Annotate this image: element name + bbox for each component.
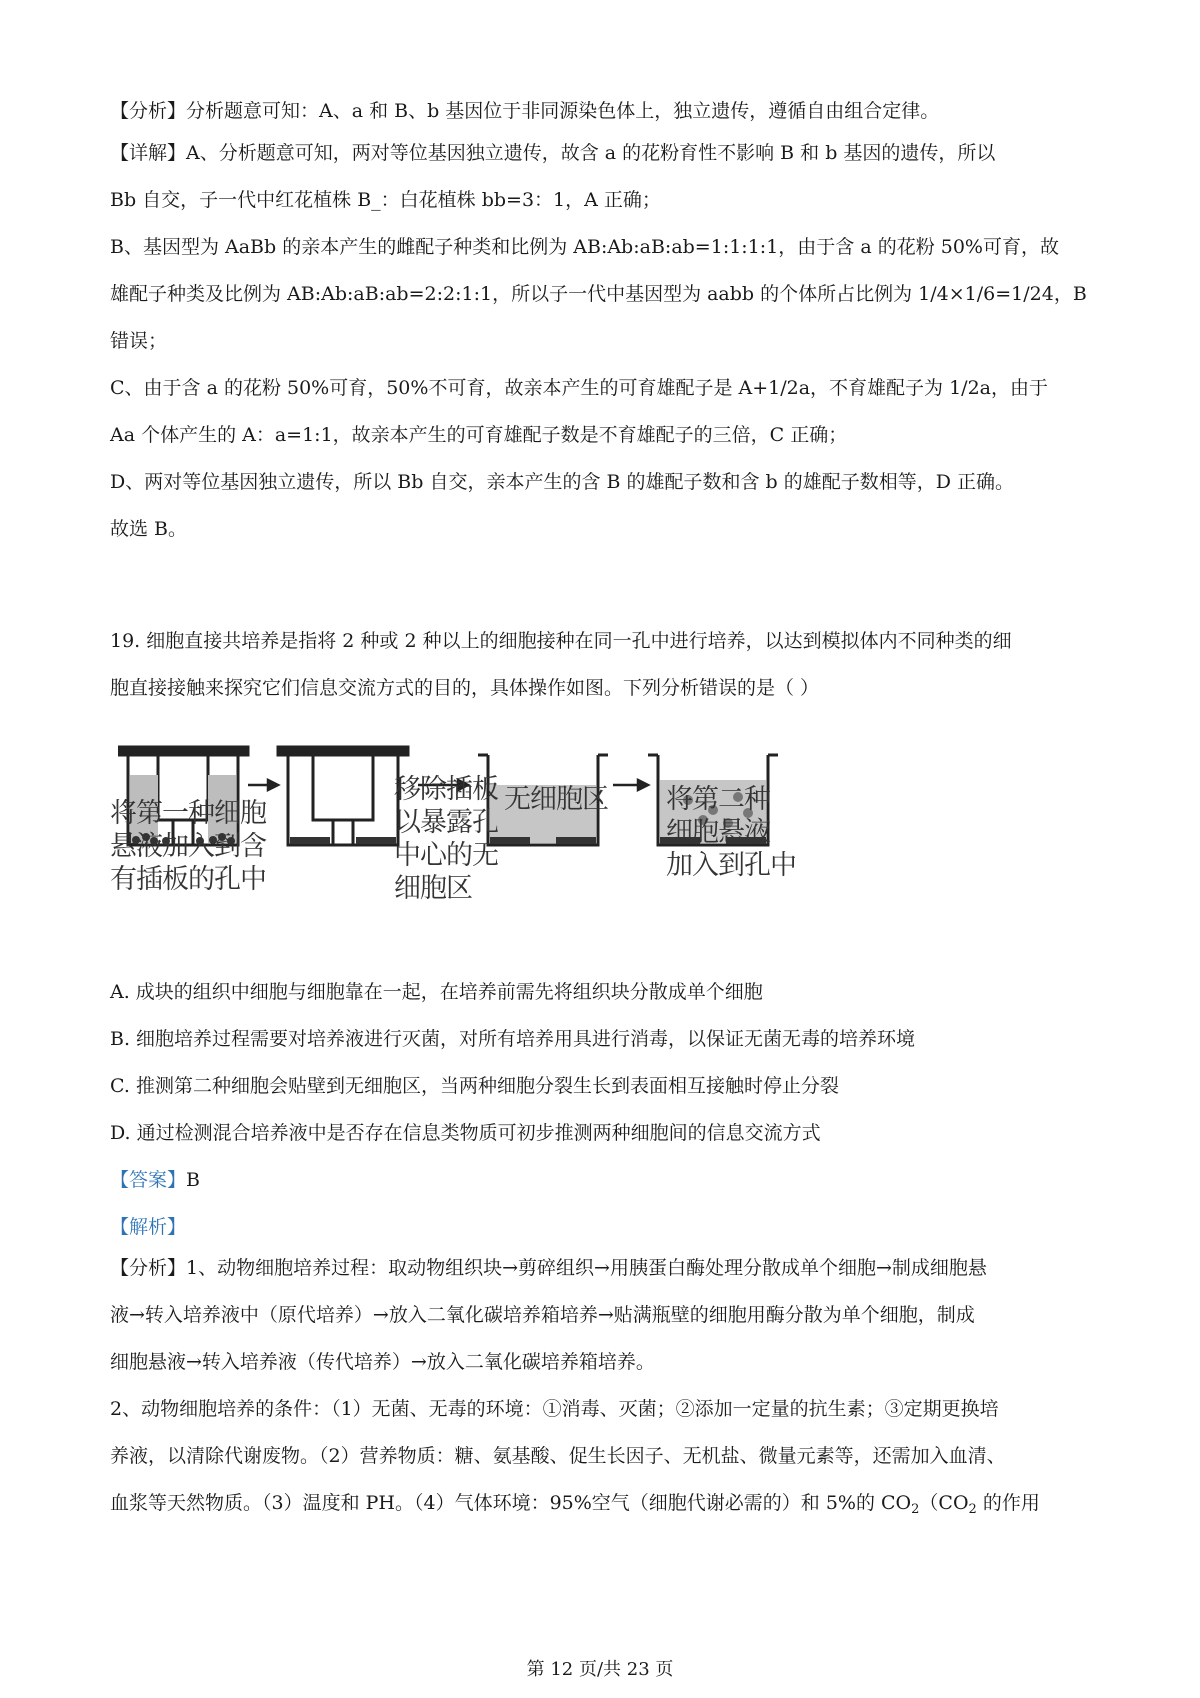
xiangjie-line-3: B、基因型为 AaBb 的亲本产生的雌配子种类和比例为 AB:Ab:aB:ab=1:1:1:1，由于含 a 的花粉 50%可育，故 (110, 236, 1059, 258)
analysis-19-text: 1、动物细胞培养过程：取动物组织块→剪碎组织→用胰蛋白酶处理分散成单个细胞→制成细胞悬 (186, 1257, 987, 1279)
step3-line-1: 无细胞区 (504, 784, 608, 815)
option-b[interactable]: B. 细胞培养过程需要对培养液进行灭菌，对所有培养用具进行消毒，以保证无菌无毒的培养环境 (110, 1028, 916, 1050)
figure-label-step1 (110, 797, 266, 896)
step2-line-4: 细胞区 (394, 873, 472, 904)
analysis-19-line-3: 细胞悬液→转入培养液（传代培养）→放入二氧化碳培养箱培养。 (110, 1351, 655, 1373)
step2-line-1: 移除插板 (394, 774, 498, 805)
analysis-19-line-5: 养液，以清除代谢废物。（2）营养物质：糖、氨基酸、促生长因子、无机盐、微量元素等，还需加入血清、 (110, 1445, 1006, 1467)
last-line-pre: 血浆等天然物质。（3）温度和 PH。（4）气体环境：95%空气（细胞代谢必需的）和 5%的 CO (110, 1492, 912, 1514)
stem-line-2: 胞直接接触来探究它们信息交流方式的目的，具体操作如图。下列分析错误的是（ ） (110, 677, 820, 699)
fenxi-tag: 【分析】 (110, 100, 187, 122)
step1-line-1: 将第一种细胞 (110, 798, 266, 829)
culture-procedure-figure (110, 725, 818, 904)
fenxi-tag-19: 【分析】 (110, 1257, 187, 1279)
option-d[interactable]: D. 通过检测混合培养液中是否存在信息类物质可初步推测两种细胞间的信息交流方式 (110, 1122, 821, 1144)
step4-line-3: 加入到孔中 (666, 850, 796, 881)
figure-label-step3 (504, 783, 608, 816)
fenxi-text: 分析题意可知：A、a 和 B、b 基因位于非同源染色体上，独立遗传，遵循自由组合定律。 (186, 100, 940, 122)
xiangjie-line-9: 故选 B。 (110, 518, 188, 540)
question-stem (110, 618, 1120, 712)
last-line-post: 的作用 (976, 1492, 1040, 1514)
step1-line-3: 有插板的孔中 (110, 864, 266, 895)
analysis-19-line-6 (110, 1480, 1120, 1533)
xiangjie-line-5: 错误； (110, 330, 168, 352)
step2-line-3: 中心的无 (394, 840, 498, 871)
xiangjie-line-4: 雄配子种类及比例为 AB:Ab:aB:ab=2:2:1:1，所以子一代中基因型为 aabb 的个体所占比例为 1/4×1/6=1/24，B (110, 283, 1087, 305)
prev-fenxi-line (110, 96, 1120, 123)
stem-line-1: 19. 细胞直接共培养是指将 2 种或 2 种以上的细胞接种在同一孔中进行培养，以达到模拟体内不同种类的细 (110, 630, 1012, 652)
prev-xiangjie-block (110, 130, 1120, 553)
figure-label-step4 (666, 783, 796, 882)
step1-line-2: 悬液加入到含 (110, 831, 266, 862)
jiexi-line (110, 1212, 186, 1239)
co2-subscript-1: 2 (911, 1502, 920, 1517)
xiangjie-line-6: C、由于含 a 的花粉 50%可育，50%不可育，故亲本产生的可育雄配子是 A+1/2a，不育雄配子为 1/2a，由于 (110, 377, 1048, 399)
jiexi-tag: 【解析】 (110, 1216, 187, 1238)
xiangjie-line-8: D、两对等位基因独立遗传，所以 Bb 自交，亲本产生的含 B 的雄配子数和含 b 的雄配子数相等，D 正确。 (110, 471, 1014, 493)
step4-line-1: 将第二种 (666, 784, 770, 815)
analysis-19-block (110, 1245, 1120, 1533)
xiangjie-text: A、分析题意可知，两对等位基因独立遗传，故含 a 的花粉育性不影响 B 和 b 基因的遗传，所以 (186, 142, 996, 164)
option-a[interactable]: A. 成块的组织中细胞与细胞靠在一起，在培养前需先将组织块分散成单个细胞 (110, 981, 763, 1003)
xiangjie-line-7: Aa 个体产生的 A：a=1:1，故亲本产生的可育雄配子数是不育雄配子的三倍，C 正确； (110, 424, 848, 446)
step4-line-2: 细胞悬液 (666, 817, 770, 848)
step2-line-2: 以暴露孔 (394, 807, 498, 838)
answer-value: B (186, 1169, 200, 1191)
analysis-19-line-4: 2、动物细胞培养的条件：（1）无菌、无毒的环境：①消毒、灭菌；②添加一定量的抗生素；③定期更换培 (110, 1398, 999, 1420)
figure-label-step2 (394, 773, 498, 905)
answer-line (110, 1165, 200, 1192)
co2-subscript-2: 2 (968, 1502, 977, 1517)
xiangjie-line-1 (110, 130, 1120, 177)
page-footer: 第 12 页/共 23 页 (526, 1659, 674, 1680)
xiangjie-line-2: Bb 自交，子一代中红花植株 B_：白花植株 bb=3：1，A 正确； (110, 189, 661, 211)
xiangjie-tag: 【详解】 (110, 142, 187, 164)
analysis-19-line-1 (110, 1245, 1120, 1292)
analysis-19-line-2: 液→转入培养液中（原代培养）→放入二氧化碳培养箱培养→贴满瓶壁的细胞用酶分散为单个细胞，制成 (110, 1304, 975, 1326)
option-c[interactable]: C. 推测第二种细胞会贴壁到无细胞区，当两种细胞分裂生长到表面相互接触时停止分裂 (110, 1075, 839, 1097)
last-line-mid: （CO (919, 1492, 969, 1514)
answer-tag: 【答案】 (110, 1169, 187, 1191)
